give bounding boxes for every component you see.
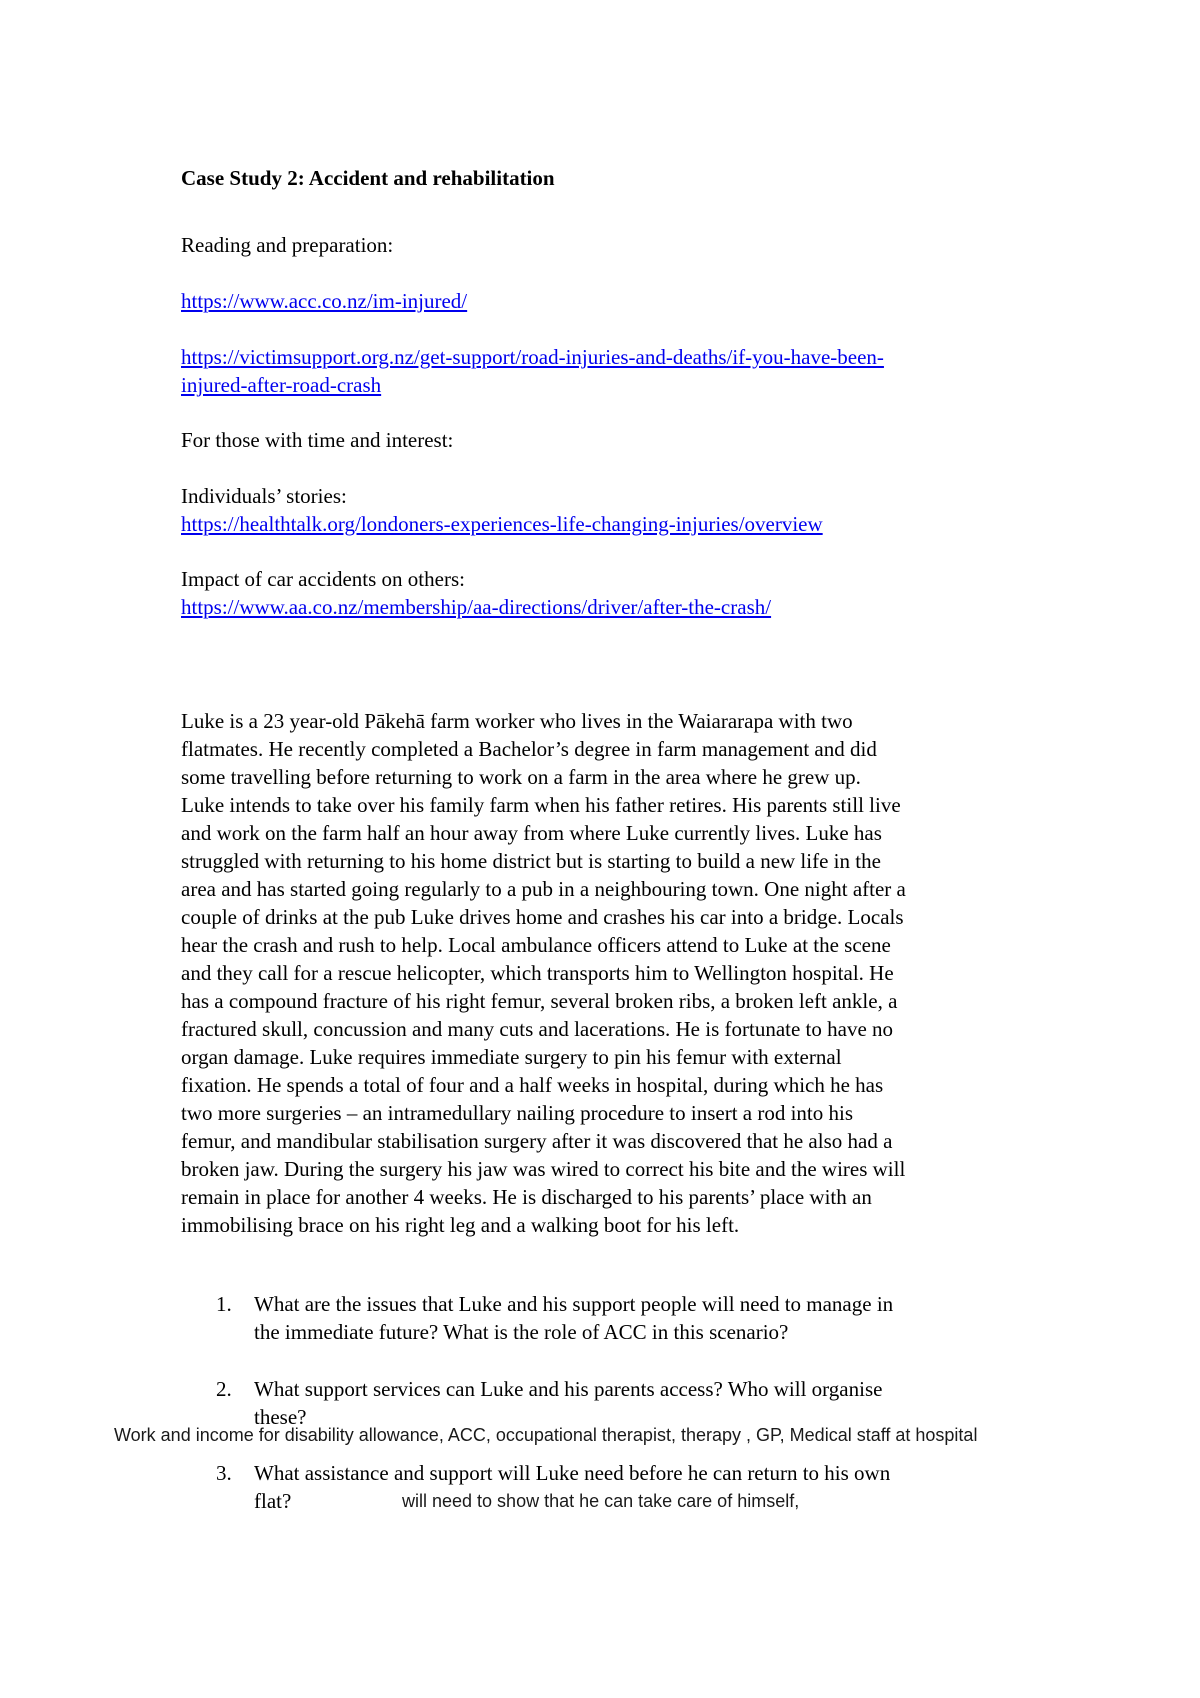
question-line: flat? [254, 1489, 292, 1513]
answer-question-2: Work and income for disability allowance, ACC, occupational therapist, therapy , GP, Medical staff at hospital [114, 1425, 978, 1445]
acc-link[interactable]: https://www.acc.co.nz/im-injured/ [181, 289, 468, 313]
question-line: the immediate future? What is the role of ACC in this scenario? [254, 1320, 789, 1344]
impact-block [181, 565, 771, 621]
question-number: 3. [216, 1461, 232, 1485]
scenario-paragraph [181, 707, 1031, 1239]
scenario-line: two more surgeries – an intramedullary nailing procedure to insert a rod into his [181, 1101, 854, 1125]
scenario-line: has a compound fracture of his right femur, several broken ribs, a broken left ankle, a [181, 989, 898, 1013]
scenario-line: and they call for a rescue helicopter, which transports him to Wellington hospital. He [181, 961, 894, 985]
question-number: 1. [216, 1292, 232, 1316]
scenario-line: broken jaw. During the surgery his jaw was wired to correct his bite and the wires will [181, 1157, 906, 1181]
reading-heading: Reading and preparation: [181, 233, 394, 257]
question-2 [181, 1375, 1031, 1431]
scenario-line: flatmates. He recently completed a Bachelor’s degree in farm management and did [181, 737, 877, 761]
scenario-line: some travelling before returning to work on a farm in the area where he grew up. [181, 765, 861, 789]
scenario-line: hear the crash and rush to help. Local ambulance officers attend to Luke at the scene [181, 933, 891, 957]
scenario-line: femur, and mandibular stabilisation surgery after it was discovered that he also had a [181, 1129, 893, 1153]
scenario-line: area and has started going regularly to a pub in a neighbouring town. One night after a [181, 877, 906, 901]
question-2-list [181, 1375, 1031, 1431]
acc-link-line [181, 287, 467, 315]
scenario-line: organ damage. Luke requires immediate surgery to pin his femur with external [181, 1045, 842, 1069]
scenario-line: remain in place for another 4 weeks. He is discharged to his parents’ place with an [181, 1185, 872, 1209]
question-line: What support services can Luke and his parents access? Who will organise [254, 1377, 883, 1401]
extra-heading: For those with time and interest: [181, 428, 454, 452]
scenario-line: Luke intends to take over his family farm when his father retires. His parents still live [181, 793, 901, 817]
victim-support-link-block [181, 343, 884, 399]
scenario-line: and work on the farm half an hour away from where Luke currently lives. Luke has [181, 821, 882, 845]
answer-question-3: will need to show that he can take care of himself, [402, 1491, 800, 1511]
victim-support-link-line1: https://victimsupport.org.nz/get-support/road-injuries-and-deaths/if-you-have-been- [181, 345, 884, 369]
victim-support-link-line2: injured-after-road-crash [181, 373, 382, 397]
scenario-line: fractured skull, concussion and many cuts and lacerations. He is fortunate to have no [181, 1017, 894, 1041]
question-line: What are the issues that Luke and his support people will need to manage in [254, 1292, 894, 1316]
question-line: What assistance and support will Luke need before he can return to his own [254, 1461, 891, 1485]
aa-link[interactable]: https://www.aa.co.nz/membership/aa-directions/driver/after-the-crash/ [181, 595, 772, 619]
stories-label: Individuals’ stories: [181, 484, 347, 508]
impact-label: Impact of car accidents on others: [181, 567, 465, 591]
scenario-line: Luke is a 23 year-old Pākehā farm worker who lives in the Waiararapa with two [181, 709, 853, 733]
victim-support-link[interactable] [181, 345, 884, 397]
scenario-line: immobilising brace on his right leg and a walking boot for his left. [181, 1213, 740, 1237]
scenario-line: couple of drinks at the pub Luke drives home and crashes his car into a bridge. Locals [181, 905, 904, 929]
page-title: Case Study 2: Accident and rehabilitation [181, 166, 555, 190]
question-1 [181, 1290, 1031, 1346]
question-1-list [181, 1290, 1031, 1346]
scenario-line: fixation. He spends a total of four and a half weeks in hospital, during which he has [181, 1073, 884, 1097]
healthtalk-link[interactable]: https://healthtalk.org/londoners-experiences-life-changing-injuries/overview [181, 512, 823, 536]
stories-block [181, 482, 823, 538]
scenario-line: struggled with returning to his home district but is starting to build a new life in the [181, 849, 881, 873]
question-number: 2. [216, 1377, 232, 1401]
question-line: these? [254, 1405, 307, 1429]
